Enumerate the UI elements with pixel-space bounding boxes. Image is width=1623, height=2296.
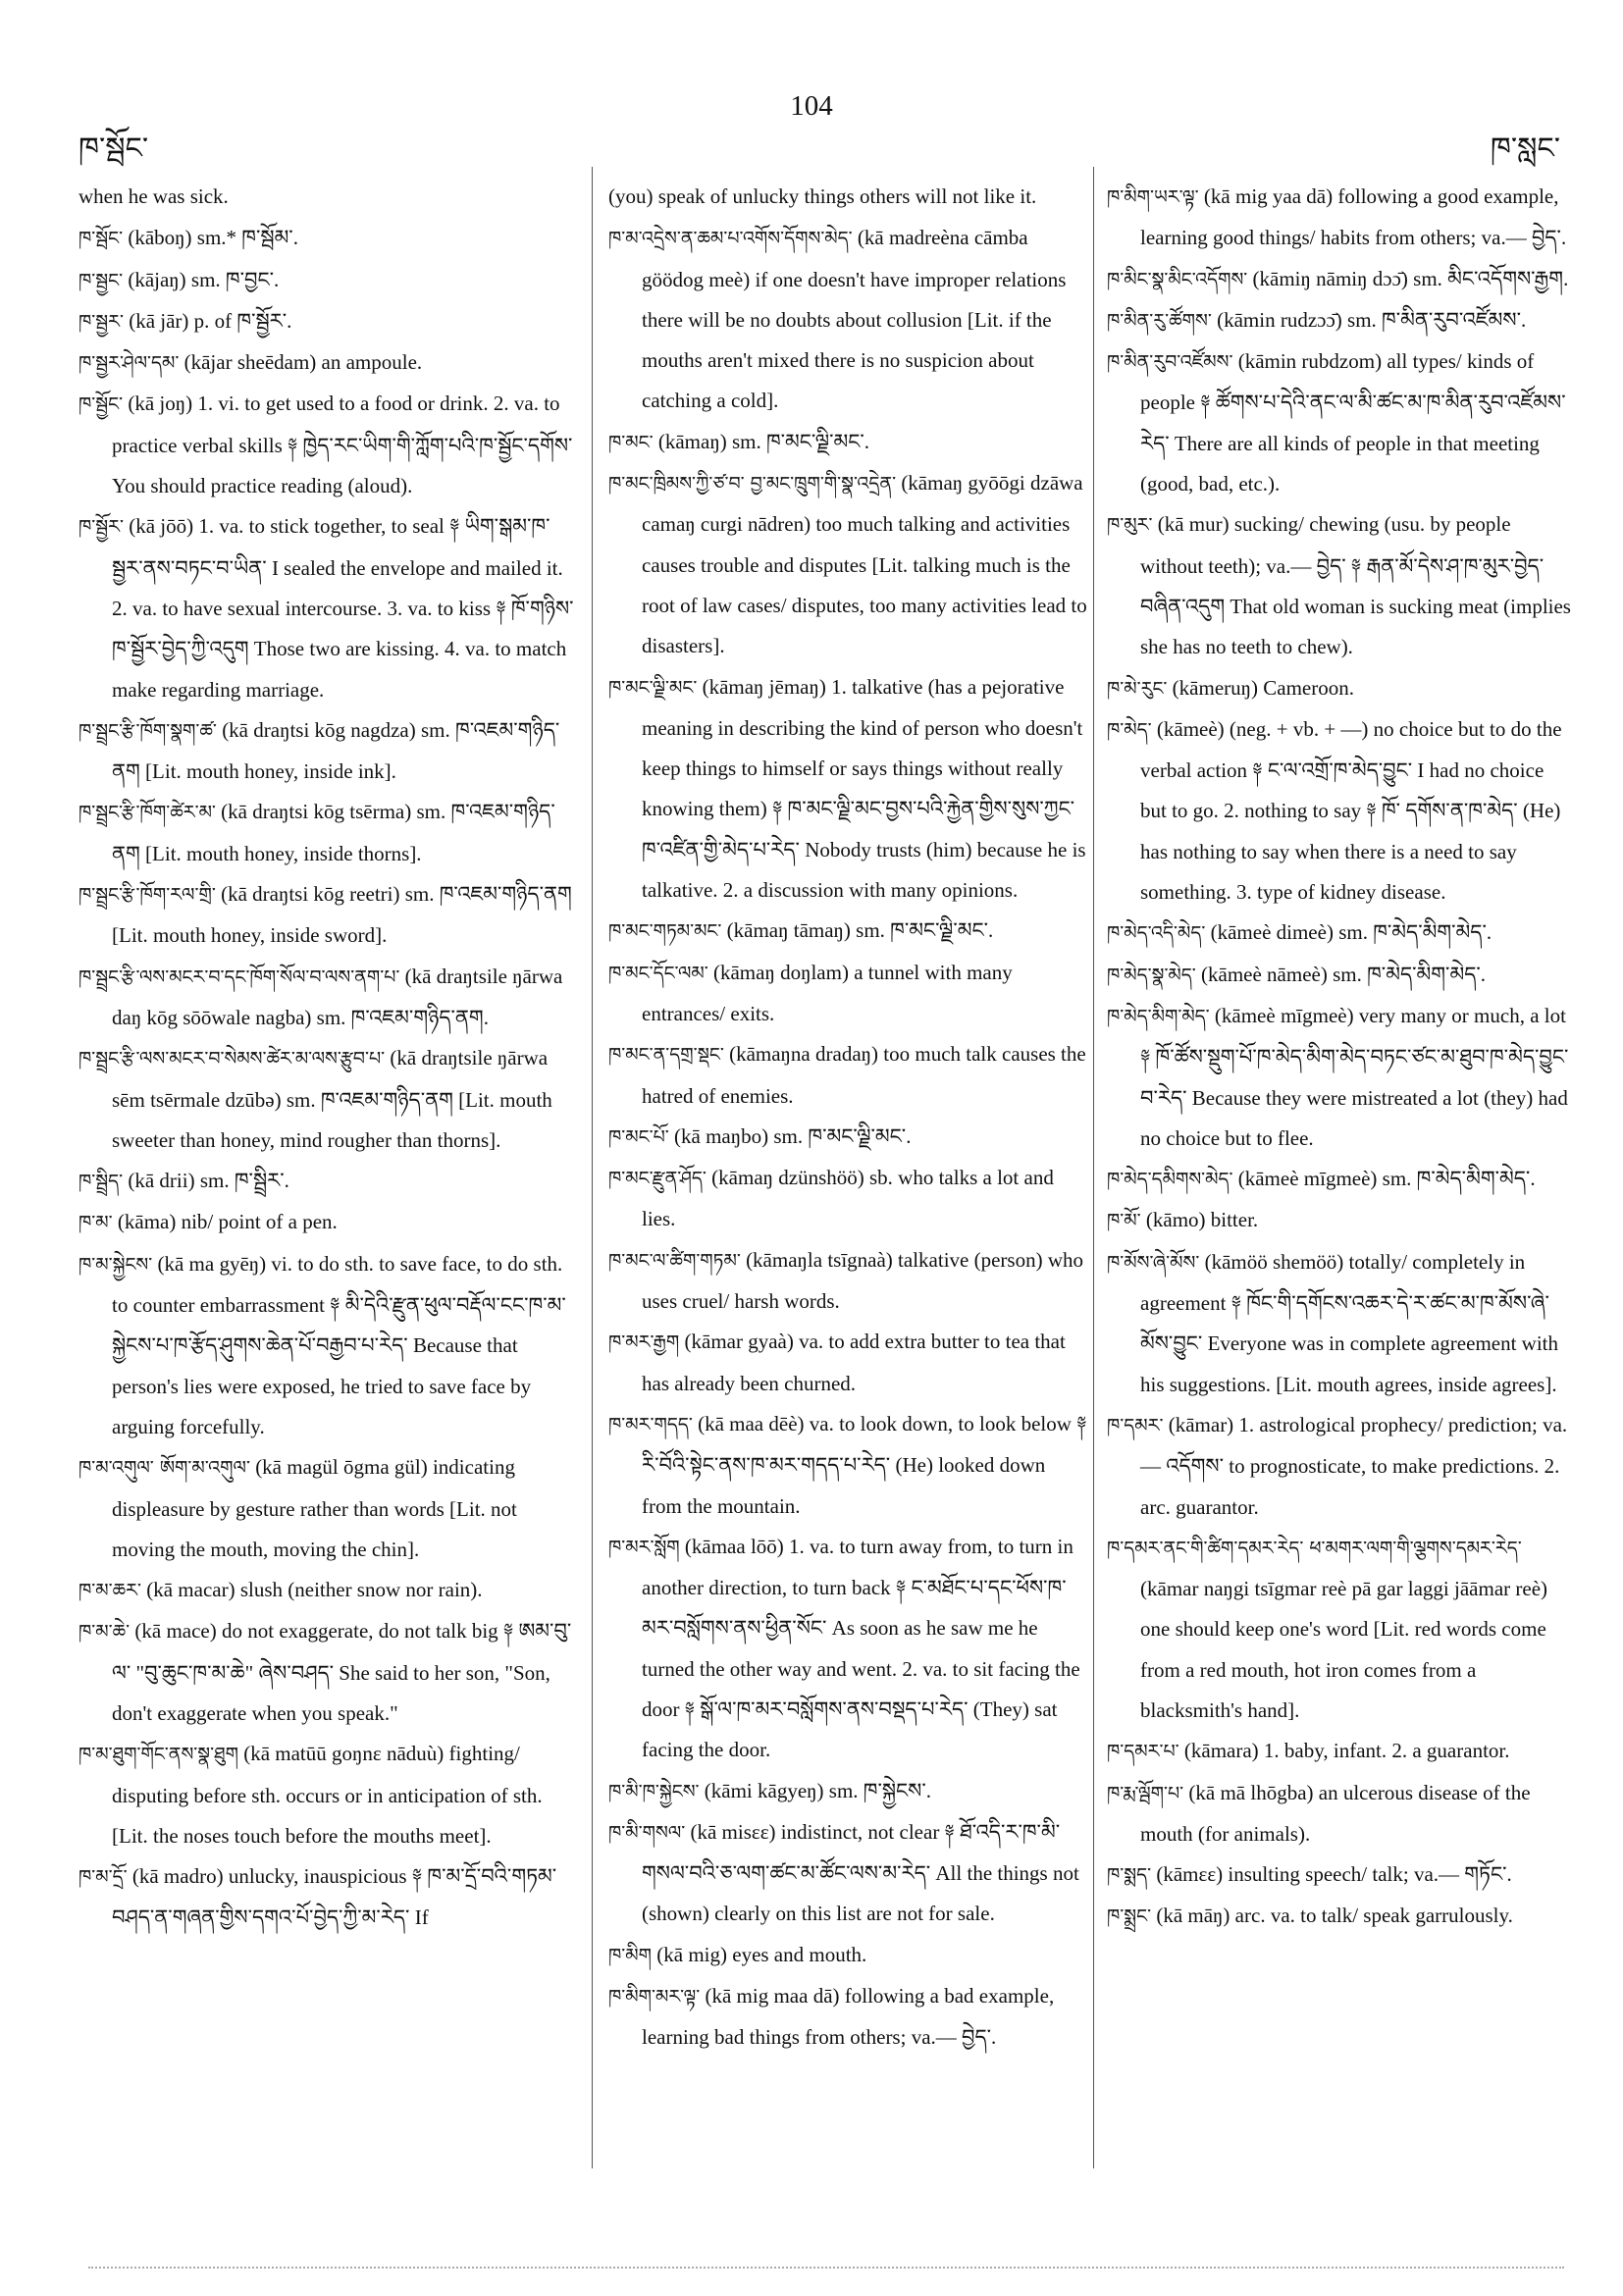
- entry-headword: ཁ་སྦོང་: [79, 228, 124, 250]
- entry-definition: (kā maa dēè) va. to look down, to look below ༈ རི་བོའི་སྟེང་ནས་ཁ་མར་གདད་པ་རེད་ (He) looked down from the mountain.: [642, 1411, 1087, 1518]
- dictionary-entry: [1107, 177, 1574, 259]
- entry-definition: (kā mur) sucking/ chewing (usu. by people without teeth); va.— བྱེད་ ༈ རྒན་མོ་དེས་ཤ་ཁ་མུར་བྱེད་བཞིན་འདུག That old woman is sucking meat (implies she has no teeth to chew).: [1140, 512, 1571, 659]
- entry-headword: ཁ་སྦྱར་ཤེལ་དམ་: [79, 352, 180, 375]
- entry-headword: ཁ་དམར་: [1107, 1414, 1164, 1436]
- entry-definition: (kā jār) p. of ཁ་སྦྱོར་.: [123, 308, 292, 333]
- dictionary-entry: [79, 1734, 581, 1856]
- dictionary-entry: [1107, 913, 1574, 954]
- entry-definition: (kā draŋtsile ŋārwa sēm tsērmale dzūbə) sm. ཁ་འཇམ་གཉིད་ནག [Lit. mouth sweeter than honey, mind rougher than thorns].: [112, 1046, 552, 1152]
- entry-definition: (kāmi kāgyeŋ) sm. ཁ་སྐྱེངས་.: [699, 1778, 932, 1802]
- entry-headword: ཁ་མང་ཁྲིམས་ཀྱི་ཙ་བ་ བྱ་མང་ཁྲུག་གི་སྣ་འདྲེན་: [608, 473, 897, 496]
- dictionary-entry: [79, 792, 581, 874]
- entry-headword: ཁ་མ་ཆར་: [79, 1580, 141, 1602]
- dictionary-entry: [608, 1935, 1087, 1976]
- entry-definition: (kā macar) slush (neither snow nor rain).: [140, 1578, 483, 1602]
- scan-edge-noise: [88, 2267, 1564, 2269]
- dictionary-entry: [1107, 1200, 1574, 1241]
- dictionary-entry: [1107, 341, 1574, 504]
- entry-headword: ཁ་མོས་ཞེ་མོས་: [1107, 1251, 1200, 1274]
- entry-definition: (kā misɛɛ) indistinct, not clear ༈ ཐོ་འདི་ར་ཁ་མི་གསལ་བའི་ཅ་ལག་ཚང་མ་ཚོང་ལས་མ་རེད་ All the things not (shown) clearly on this list are not for sale.: [642, 1819, 1079, 1926]
- entry-definition: (kāmaŋ tāmaŋ) sm. ཁ་མང་ལྗི་མང་.: [721, 918, 994, 943]
- dictionary-entry: [79, 506, 581, 709]
- entry-headword: ཁ་མི་ཁ་སྐྱེངས་: [608, 1780, 700, 1802]
- dictionary-entry: [1107, 1405, 1574, 1528]
- entry-definition: (kā maŋbo) sm. ཁ་མང་ལྗི་མང་.: [668, 1123, 912, 1148]
- dictionary-entry: [79, 957, 581, 1039]
- entry-headword: ཁ་སྦྲང་རྩི་ལས་མངར་བ་སེམས་ཚེར་མ་ལས་རྩུབ་པ་: [79, 1048, 386, 1070]
- entry-headword: ཁ་མ་: [79, 1212, 113, 1234]
- dictionary-entry: [608, 1527, 1087, 1771]
- entry-headword: ཁ་མང་ལ་ཚིག་གཏམ་: [608, 1249, 741, 1272]
- entry-headword: ཁ་མེད་: [1107, 718, 1152, 741]
- dictionary-entry: [1107, 1242, 1574, 1405]
- entry-headword: ཁ་སྦྱོར་: [79, 516, 124, 539]
- entry-headword: ཁ་མར་སློག: [608, 1536, 680, 1558]
- entry-definition: (kāmiŋ nāmiŋ dɔɔ̄) sm. མིང་འདོགས་རྒྱག.: [1247, 266, 1569, 290]
- entry-headword: ཁ་མིག་མར་ལྟ་: [608, 1986, 701, 2009]
- dictionary-entry: [608, 422, 1087, 463]
- dictionary-entry: [79, 1202, 581, 1243]
- dictionary-entry: [1107, 1731, 1574, 1772]
- dictionary-entry: [1107, 259, 1574, 300]
- dictionary-entry: [1107, 300, 1574, 341]
- dictionary-entry: [79, 1611, 581, 1734]
- column-1: [79, 177, 581, 1939]
- entry-definition: (kājar sheēdam) an ampoule.: [179, 350, 423, 375]
- dictionary-entry: [79, 1570, 581, 1611]
- entry-headword: ཁ་སྦྱོང་: [79, 393, 124, 416]
- entry-headword: ཁ་མང་དོང་ལམ་: [608, 962, 708, 984]
- entry-headword: ཁ་མ་འདྲེས་ན་ཆམ་པ་འགོས་དོགས་མེད་: [608, 228, 853, 250]
- entry-headword: ཁ་མང་ལྗི་མང་: [608, 676, 698, 699]
- dictionary-entry: [608, 1117, 1087, 1158]
- entry-definition: (kā mig maa dā) following a bad example, learning bad things from others; va.— བྱེད་.: [642, 1984, 1055, 2050]
- entry-headword: ཁ་མ་སྐྱེངས་: [79, 1253, 153, 1276]
- entry-headword: ཁ་མང་རྫུན་ཤོད་: [608, 1168, 707, 1190]
- entry-headword: ཁ་སྨད་: [1107, 1864, 1152, 1887]
- entry-headword: ཁ་མ་ཐུག་གོང་ནས་སྣ་ཐུག: [79, 1744, 238, 1766]
- entry-definition: (kā māŋ) arc. va. to talk/ speak garrulously.: [1151, 1904, 1513, 1928]
- dictionary-entry: [79, 1161, 581, 1202]
- entry-definition: when he was sick.: [79, 184, 229, 208]
- entry-definition: (kā madro) unlucky, inauspicious ༈ ཁ་མ་དྲོ་བའི་གཏམ་བཤད་ན་གཞན་གྱིས་དགའ་པོ་བྱེད་ཀྱི་མ་རེད་ If: [112, 1864, 557, 1930]
- entry-headword: ཁ་མོ་: [1107, 1210, 1141, 1232]
- dictionary-entry: [1107, 1773, 1574, 1855]
- dictionary-entry: [1107, 504, 1574, 667]
- right-guide-word: ཁ་སླང་: [1490, 132, 1560, 165]
- entry-headword: ཁ་མེད་སྣ་མེད་: [1107, 964, 1196, 986]
- entry-headword: ཁ་སྦྲང་རྩི་ཁོག་རལ་གྲི་: [79, 884, 216, 907]
- entry-definition: (kā mā lhōgba) an ulcerous disease of the mouth (for animals).: [1140, 1780, 1531, 1846]
- entry-definition: (kāmeè) (neg. + vb. + —) no choice but to do the verbal action ༈ ང་ལ་འགྲོ་ཁ་མེད་བྱུང་ I had no choice but to go. 2. nothing to say ༈ ཁོ་ དགོས་ན་ཁ་མེད་ (He) has nothing to say when there is a need to say something. 3. type of kidney disease.: [1140, 716, 1562, 905]
- dictionary-entry: [1107, 1528, 1574, 1731]
- entry-definition: (kāmeè nāmeè) sm. ཁ་མེད་མིག་མེད་.: [1195, 962, 1487, 986]
- entry-headword: ཁ་མ་ཆེ་: [79, 1621, 131, 1644]
- entry-definition: (kā draŋtsile ŋārwa daŋ kōg sōōwale nagba) sm. ཁ་འཇམ་གཉིད་ནག.: [112, 964, 563, 1029]
- entry-definition: (kāmaŋ dzünshöö) sb. who talks a lot and lies.: [642, 1166, 1054, 1231]
- entry-definition: (kā matūū goŋnɛ nāduù) fighting/ disputing before sth. occurs or in anticipation of sth. [Lit. the noses touch before the mouths meet].: [112, 1742, 543, 1848]
- entry-definition: (kā mig yaa dā) following a good example, learning good things/ habits from others; va.— བྱེད་.: [1140, 184, 1567, 250]
- dictionary-entry: [1107, 709, 1574, 913]
- entry-headword: ཁ་མང་: [608, 431, 654, 453]
- dictionary-entry: [79, 342, 581, 384]
- entry-headword: ཁ་སྦྱང་: [79, 269, 124, 291]
- entry-headword: ཁ་དམར་པ་: [1107, 1741, 1179, 1763]
- entry-headword: ཁ་མིག: [608, 1944, 653, 1966]
- dictionary-entry: [1107, 1896, 1574, 1937]
- entry-headword: ཁ་སྦྲང་རྩི་ལས་མངར་བ་དང་ཁོག་སོལ་བ་ལས་ནག་པ་: [79, 965, 400, 988]
- entry-definition: (kāmin rubdzom) all types/ kinds of people ༈ ཚོགས་པ་དེའི་ནང་ལ་མི་ཚང་མ་ཁ་མིན་རུབ་འཛོམས་རེད་ There are all kinds of people in that meeting (good, bad, etc.).: [1140, 349, 1566, 496]
- entry-headword: ཁ་མ་འགུལ་ ཨོག་མ་འགུལ་: [79, 1457, 250, 1480]
- dictionary-entry: [79, 1856, 581, 1939]
- dictionary-entry: [608, 1158, 1087, 1240]
- entry-definition: (kāmar gyaà) va. to add extra butter to tea that has already been churned.: [642, 1330, 1066, 1395]
- entry-definition: (kā madreèna cāmba göödog meè) if one doesn't have improper relations there will be no doubts about collusion [Lit. if the mouths aren't mixed there is no suspicion about catching a cold].: [642, 226, 1067, 413]
- entry-definition: (kāmar) 1. astrological prophecy/ prediction; va.— འདོགས་ to prognosticate, to make predictions. 2. arc. guarantor.: [1140, 1412, 1568, 1519]
- entry-headword: ཁ་དམར་ནང་གི་ཚིག་དམར་རེད་ ཕ་མགར་ལག་གི་ལྕགས་དམར་རེད་: [1107, 1537, 1522, 1559]
- entry-definition: (kāma) nib/ point of a pen.: [112, 1210, 338, 1234]
- column-2: [608, 177, 1087, 2059]
- entry-definition: (kāmaa lōō) 1. va. to turn away from, to turn in another direction, to turn back ༈ ང་མཐོང་པ་དང་ཕོས་ཁ་མར་བསློགས་ནས་ཕྱིན་སོང་ As soon as he saw me he turned the other way and went. 2. va. to sit facing the door ༈ སྒོ་ལ་ཁ་མར་བསློགས་ནས་བསྡད་པ་རེད་ (They) sat facing the door.: [642, 1534, 1080, 1762]
- entry-headword: ཁ་མིག་ཡར་ལྟ་: [1107, 186, 1199, 208]
- dictionary-entry: [608, 667, 1087, 912]
- entry-headword: ཁ་མང་གཏམ་མང་: [608, 920, 722, 943]
- dictionary-entry: [608, 1771, 1087, 1812]
- dictionary-entry: [79, 218, 581, 259]
- entry-headword: ཁ་སྦྲང་རྩི་ཁོག་སྣག་ཚ་: [79, 719, 217, 742]
- entry-definition: (kā mig) eyes and mouth.: [652, 1942, 867, 1966]
- entry-definition: (kāmaŋ) sm. ཁ་མང་ལྗི་མང་.: [653, 429, 870, 453]
- entry-headword: ཁ་མེད་འདི་མེད་: [1107, 922, 1206, 945]
- entry-definition: (kāboŋ) sm.* ཁ་སྦོམ་.: [123, 226, 298, 250]
- entry-headword: ཁ་མང་ན་དགྲ་སྡང་: [608, 1044, 724, 1067]
- dictionary-entry: [79, 874, 581, 957]
- entry-headword: ཁ་མེད་དམིགས་མེད་: [1107, 1169, 1233, 1191]
- dictionary-entry: [608, 463, 1087, 666]
- left-guide-word: ཁ་སྦོང་: [79, 132, 149, 165]
- entry-definition: (kāmaŋ gyōōgi dzāwa camaŋ curgi nādren) too much talking and activities causes trouble and disputes [Lit. talking much is the root of law cases/ disputes, too many activities lead to disasters].: [642, 471, 1087, 658]
- entry-definition: (kā draŋtsi kōg tsērma) sm. ཁ་འཇམ་གཉིད་ནག [Lit. mouth honey, inside thorns].: [112, 800, 555, 865]
- entry-definition: (kā mace) do not exaggerate, do not talk big ༈ ཨམ་བུ་ལ་ "བུ་ཆུང་ཁ་མ་ཆེ" ཞེས་བཤད་ She said to her son, "Son, don't exaggerate when you speak.": [112, 1619, 572, 1725]
- dictionary-entry: [1107, 996, 1574, 1159]
- entry-headword: ཁ་མི་གསལ་: [608, 1821, 686, 1844]
- entry-headword: ཁ་མུར་: [1107, 514, 1153, 537]
- entry-definition: (kāmeè mīgmeè) sm. ཁ་མེད་མིག་མེད་.: [1232, 1167, 1536, 1191]
- page-number: 104: [790, 90, 833, 122]
- entry-definition: (kāmeè mīgmeè) very many or much, a lot ༈ ཁོ་ཚོས་སྡུག་པོ་ཁ་མེད་མིག་མེད་བཏང་ཙང་མ་ཐུབ་ཁ་མེད་བྱུང་བ་རེད་ Because they were mistreated a lot (they) had no choice but to flee.: [1140, 1003, 1569, 1150]
- entry-headword: ཁ་མིང་སྣ་མིང་འདོགས་: [1107, 268, 1248, 290]
- column-divider: [1093, 167, 1094, 2168]
- dictionary-entry: [608, 1976, 1087, 2059]
- entry-headword: ཁ་མིན་རུབ་འཛོམས་: [1107, 351, 1233, 374]
- entry-definition: (kā draŋtsi kōg nagdza) sm. ཁ་འཇམ་གཉིད་ནག [Lit. mouth honey, inside ink].: [112, 717, 560, 784]
- entry-definition: (kā draŋtsi kōg reetri) sm. ཁ་འཇམ་གཉིད་ནག [Lit. mouth honey, inside sword].: [112, 882, 572, 948]
- entry-definition: (kāmar naŋgi tsīgmar reè pā gar laggi jāāmar reè) one should keep one's word [Lit. red words come from a red mouth, hot iron comes from a blacksmith's hand].: [1140, 1577, 1548, 1722]
- dictionary-entry: [79, 177, 581, 218]
- entry-definition: (kāmeè dimeè) sm. ཁ་མེད་མིག་མེད་.: [1205, 920, 1492, 945]
- entry-definition: (kā magül ōgma gül) indicating displeasure by gesture rather than words [Lit. not moving the mouth, moving the chin].: [112, 1455, 517, 1561]
- dictionary-entry: [79, 301, 581, 342]
- entry-headword: ཁ་སྨྲང་: [1107, 1905, 1152, 1928]
- entry-headword: ཁ་རྨ་ལྦོག་པ་: [1107, 1782, 1184, 1804]
- dictionary-entry: [608, 1322, 1087, 1404]
- dictionary-entry: [608, 953, 1087, 1035]
- entry-definition: (kāmara) 1. baby, infant. 2. a guarantor.: [1178, 1739, 1510, 1763]
- dictionary-entry: [79, 1447, 581, 1570]
- entry-definition: (you) speak of unlucky things others will not like it.: [608, 184, 1037, 208]
- entry-definition: (kāmaŋna dradaŋ) too much talk causes the hatred of enemies.: [642, 1042, 1086, 1108]
- entry-definition: (kāmaŋ jēmaŋ) 1. talkative (has a pejorative meaning in describing the kind of person who doesn't keep things to himself or says things without really knowing them) ༈ ཁ་མང་ལྗི་མང་བྱས་པའི་རྐྱེན་གྱིས་སུས་ཀྱང་ཁ་འཛིན་གྱི་མེད་པ་རེད་ Nobody trusts (him) because he is talkative. 2. a discussion with many opinions.: [642, 674, 1086, 903]
- entry-definition: (kāmöö shemöö) totally/ completely in agreement ༈ ཁོང་གི་དགོངས་འཆར་དེ་ར་ཚང་མ་ཁ་མོས་ཞེ་མོས་བྱུང་ Everyone was in complete agreement with his suggestions. [Lit. mouth agrees, inside agrees].: [1140, 1249, 1559, 1396]
- column-3: [1107, 177, 1574, 1938]
- entry-definition: (kāmeruŋ) Cameroon.: [1167, 675, 1354, 700]
- entry-definition: (kājaŋ) sm. ཁ་བྱང་.: [123, 267, 280, 291]
- entry-headword: ཁ་སྦྱར་: [79, 310, 124, 333]
- entry-headword: ཁ་མིན་རུ་ཚོགས་: [1107, 309, 1212, 332]
- dictionary-entry: [608, 177, 1087, 218]
- dictionary-entry: [79, 1244, 581, 1447]
- entry-definition: (kā ma gyēŋ) vi. to do sth. to save face, to do sth. to counter embarrassment ༈ མི་དེའི་རྫུན་ཕུལ་བརྡོལ་ངང་ཁ་མ་སྐྱེངས་པ་ཁ་རྩོད་ཤུགས་ཆེན་པོ་བརྒྱབ་པ་རེད་ Because that person's lies were exposed, he tried to save face by arguing forcefully.: [112, 1251, 566, 1438]
- entry-headword: ཁ་མར་རྒྱག: [608, 1331, 680, 1354]
- dictionary-entry: [1107, 1159, 1574, 1200]
- dictionary-entry: [79, 1038, 581, 1161]
- entry-definition: (kāmaŋ doŋlam) a tunnel with many entrances/ exits.: [642, 960, 1013, 1025]
- entry-headword: ཁ་མར་གདད་: [608, 1413, 693, 1435]
- dictionary-entry: [608, 1240, 1087, 1323]
- column-divider: [592, 167, 593, 2168]
- entry-definition: (kāmin rudzɔɔ̄) sm. ཁ་མིན་རུབ་འཛོམས་.: [1211, 307, 1527, 332]
- dictionary-entry: [608, 1812, 1087, 1935]
- dictionary-entry: [608, 1034, 1087, 1117]
- entry-definition: (kāmɛɛ) insulting speech/ talk; va.— གཏོང་.: [1151, 1862, 1512, 1887]
- dictionary-entry: [79, 384, 581, 506]
- dictionary-entry: [608, 218, 1087, 421]
- dictionary-entry: [1107, 1854, 1574, 1896]
- entry-definition: (kā jōō) 1. va. to stick together, to seal ༈ ཡིག་སྒམ་ཁ་སྦྱར་ནས་བཏང་བ་ཡིན་ I sealed the envelope and mailed it. 2. va. to have sexual intercourse. 3. va. to kiss ༈ ཁོ་གཉིས་ཁ་སྦྱོར་བྱེད་ཀྱི་འདུག Those two are kissing. 4. va. to match make regarding marriage.: [112, 514, 574, 702]
- entry-definition: (kāmaŋla tsīgnaà) talkative (person) who uses cruel/ harsh words.: [642, 1247, 1083, 1314]
- dictionary-entry: [608, 1404, 1087, 1527]
- dictionary-entry: [79, 710, 581, 793]
- dictionary-entry: [79, 260, 581, 301]
- entry-headword: ཁ་མང་པོ་: [608, 1125, 669, 1148]
- entry-headword: ཁ་མེད་མིག་མེད་: [1107, 1005, 1210, 1027]
- entry-headword: ཁ་མ་དྲོ་: [79, 1866, 128, 1889]
- entry-definition: (kāmo) bitter.: [1140, 1208, 1259, 1232]
- entry-headword: ཁ་སྦྲང་རྩི་ཁོག་ཚེར་མ་: [79, 802, 216, 824]
- entry-definition: (kā drii) sm. ཁ་སྦྲིར་.: [123, 1169, 289, 1193]
- entry-headword: ཁ་སྦྲིད་: [79, 1171, 124, 1193]
- dictionary-entry: [1107, 955, 1574, 996]
- entry-headword: ཁ་མེ་རུང་: [1107, 677, 1168, 700]
- dictionary-entry: [1107, 668, 1574, 709]
- entry-definition: (kā joŋ) 1. vi. to get used to a food or drink. 2. va. to practice verbal skills ༈ ཁྱེད་རང་ཡིག་གི་ཀློག་པའི་ཁ་སྦྱོང་དགོས་ You should practice reading (aloud).: [112, 391, 573, 498]
- dictionary-entry: [608, 911, 1087, 952]
